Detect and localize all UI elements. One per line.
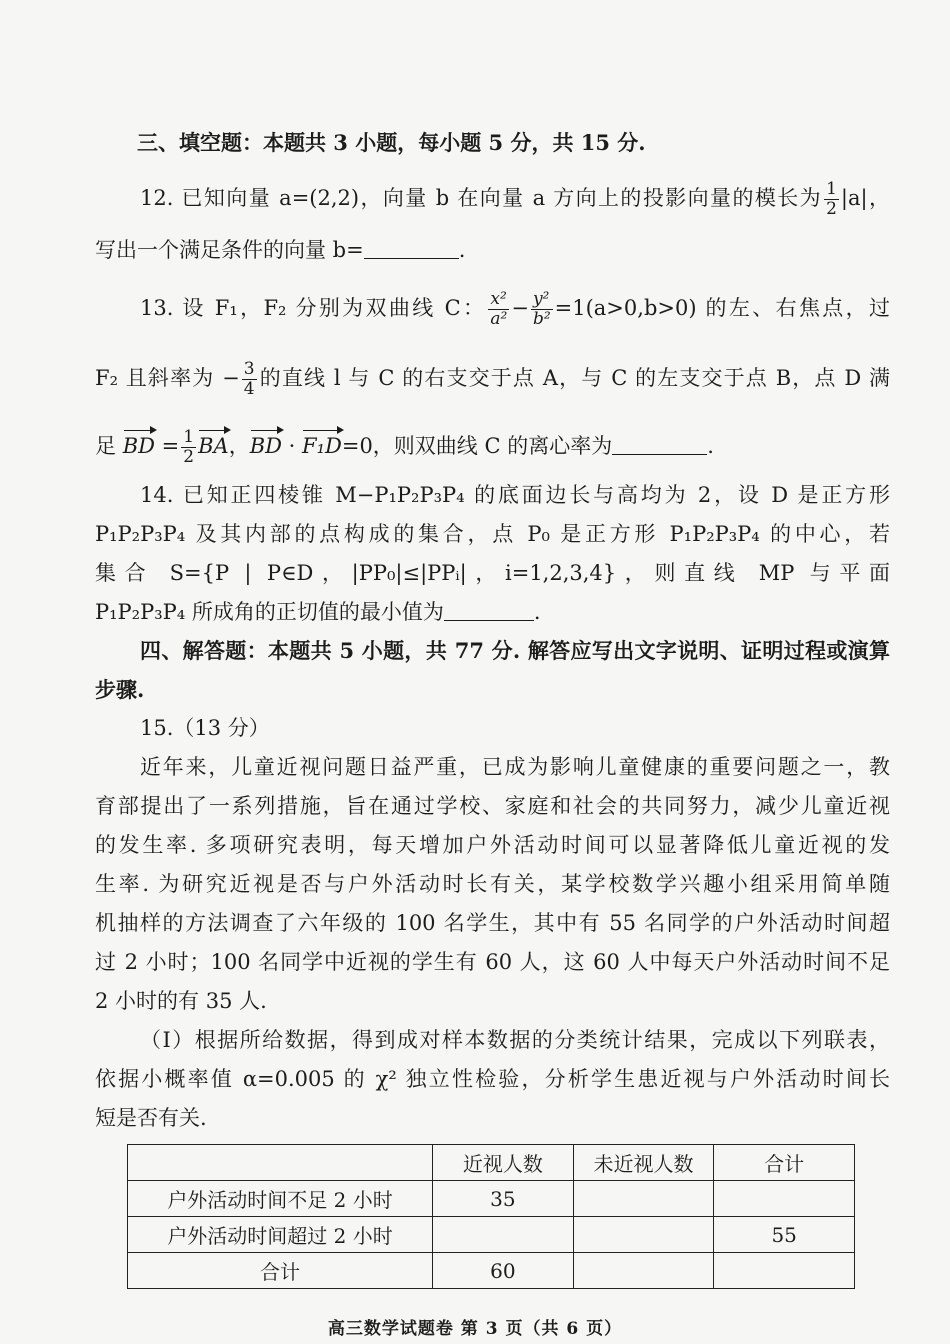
q13-line-1: 13. 设 F₁，F₂ 分别为双曲线 C： $\frac{\text{x²}}{\text{a²}}$ − $\frac{\text{y²}}{\text{b²}}$ =1(a>0,b>0) 的左、右焦点，过 bbox=[140, 289, 890, 329]
q12-answer-blank[interactable] bbox=[364, 240, 459, 259]
table-cell[interactable] bbox=[573, 1181, 714, 1217]
table-cell[interactable] bbox=[573, 1253, 714, 1289]
table-cell: 35 bbox=[433, 1181, 574, 1217]
table-row bbox=[128, 1253, 855, 1289]
page-footer: 高三数学试题卷 第 3 页（共 6 页） bbox=[327, 1319, 623, 1339]
q14-line-2: P₁P₂P₃P₄ 及其内部的点构成的集合，点 P₀ 是正方形 P₁P₂P₃P₄ 的中心，若 bbox=[95, 522, 890, 546]
table-cell[interactable] bbox=[433, 1217, 574, 1253]
q13-slope-fraction: $\frac{3}{4}$ bbox=[243, 359, 255, 399]
q15-para-line-6: 过 2 小时；100 名同学中近视的学生有 60 人，这 60 人中每天户外活动时间不足 bbox=[95, 950, 890, 974]
q13-frac-y: $\frac{\text{y²}}{\text{b²}}$ bbox=[532, 289, 551, 329]
q15-para-line-3: 的发生率. 多项研究表明，每天增加户外活动时间可以显著降低儿童近视的发 bbox=[95, 833, 890, 857]
q12-text-a: 12. 已知向量 a=(2,2)，向量 b 在向量 a 方向上的投影向量的模长为 bbox=[140, 186, 823, 210]
table-header-blank bbox=[128, 1145, 433, 1181]
vector-BD-2: BD bbox=[250, 431, 282, 461]
q15-part1-line-1: （Ⅰ）根据所给数据，得到成对样本数据的分类统计结果，完成以下列联表， bbox=[140, 1028, 890, 1052]
section-4-heading-2: 步骤. bbox=[95, 677, 145, 702]
table-row-label: 合计 bbox=[128, 1253, 433, 1289]
section-3-heading: 三、填空题：本题共 3 小题，每小题 5 分，共 15 分. bbox=[137, 130, 646, 155]
q12-text-b: |a|， bbox=[840, 186, 890, 210]
table-cell[interactable] bbox=[714, 1181, 855, 1217]
table-row-label: 户外活动时间超过 2 小时 bbox=[128, 1217, 433, 1253]
table-cell[interactable] bbox=[573, 1217, 714, 1253]
q13-line-2: F₂ 且斜率为 − $\frac{3}{4}$ 的直线 l 与 C 的右支交于点 A，与 C 的左支交于点 B，点 D 满 bbox=[95, 359, 890, 399]
q13-half-fraction: $\frac{1}{2}$ bbox=[183, 427, 195, 467]
q14-line-1: 14. 已知正四棱锥 M−P₁P₂P₃P₄ 的底面边长与高均为 2，设 D 是正方形 bbox=[140, 483, 890, 507]
vector-BA: BA bbox=[198, 431, 229, 461]
vector-F1D: F₁D bbox=[302, 431, 342, 461]
q15-para-line-7: 2 小时的有 35 人. bbox=[95, 989, 267, 1013]
section-4-heading-1: 四、解答题：本题共 5 小题，共 77 分. 解答应写出文字说明、证明过程或演算 bbox=[140, 638, 890, 663]
q14-line-3: 集合 S={P | P∈D，|PP₀|≤|PPᵢ|，i=1,2,3,4}，则直线 MP 与平面 bbox=[95, 561, 890, 585]
q15-part1-line-2: 依据小概率值 α=0.005 的 χ² 独立性检验，分析学生患近视与户外活动时间长 bbox=[95, 1067, 890, 1091]
table-row bbox=[128, 1217, 855, 1253]
table-row bbox=[128, 1181, 855, 1217]
q13-frac-x: $\frac{\text{x²}}{\text{a²}}$ bbox=[490, 289, 508, 329]
q13-line-3: 足 BD = $\frac{1}{2}$ BA，BD · F₁D=0，则双曲线 C 的离心率为 . bbox=[95, 427, 714, 467]
table-cell[interactable] bbox=[714, 1253, 855, 1289]
table-header-total: 合计 bbox=[714, 1145, 855, 1181]
q15-para-line-4: 生率. 为研究近视是否与户外活动时长有关，某学校数学兴趣小组采用简单随 bbox=[95, 872, 890, 896]
q12-fraction: $\frac{1}{2}$ bbox=[826, 179, 837, 219]
table-header-myopic: 近视人数 bbox=[433, 1145, 574, 1181]
contingency-table bbox=[127, 1144, 855, 1289]
table-header-not-myopic: 未近视人数 bbox=[573, 1145, 714, 1181]
q15-number: 15.（13 分） bbox=[140, 716, 270, 740]
q15-para-line-1: 近年来，儿童近视问题日益严重，已成为影响儿童健康的重要问题之一，教 bbox=[140, 755, 890, 779]
q12-line-1 bbox=[140, 180, 890, 219]
table-cell: 60 bbox=[433, 1253, 574, 1289]
table-row-label: 户外活动时间不足 2 小时 bbox=[128, 1181, 433, 1217]
q15-para-line-5: 机抽样的方法调查了六年级的 100 名学生，其中有 55 名同学的户外活动时间超 bbox=[95, 911, 890, 935]
table-header-row bbox=[128, 1145, 855, 1181]
table-cell: 55 bbox=[714, 1217, 855, 1253]
q14-answer-blank[interactable] bbox=[444, 602, 534, 621]
vector-BD: BD bbox=[123, 431, 155, 461]
q15-part1-line-3: 短是否有关. bbox=[95, 1106, 207, 1130]
q15-para-line-2: 育部提出了一系列措施，旨在通过学校、家庭和社会的共同努力，减少儿童近视 bbox=[95, 794, 890, 818]
q13-answer-blank[interactable] bbox=[612, 436, 707, 455]
q12-line-2: 写出一个满足条件的向量 b= . bbox=[95, 238, 466, 262]
q14-line-4: P₁P₂P₃P₄ 所成角的正切值的最小值为 . bbox=[95, 600, 541, 624]
